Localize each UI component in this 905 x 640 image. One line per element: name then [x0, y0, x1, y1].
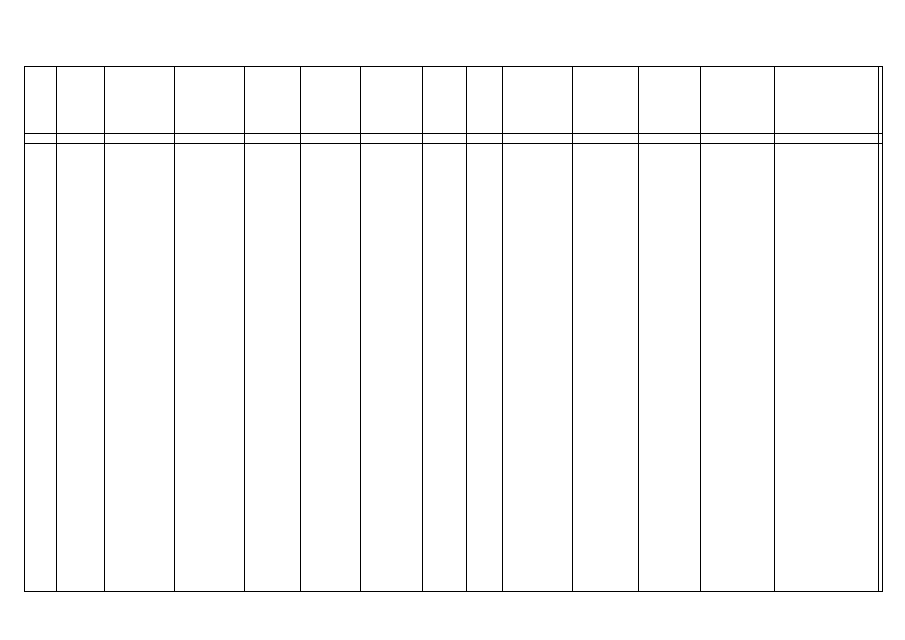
table-cell [701, 144, 775, 592]
table-cell [57, 144, 105, 592]
column-number-cell [25, 134, 57, 144]
table-header-cell [245, 67, 301, 134]
column-number-cell [639, 134, 701, 144]
table-cell [301, 144, 361, 592]
table-cell [25, 144, 57, 592]
table-cell [775, 144, 879, 592]
table-cell [245, 144, 301, 592]
column-number-cell [57, 134, 105, 144]
table-cell [879, 144, 883, 592]
column-number-cell [701, 134, 775, 144]
column-number-row [25, 134, 883, 144]
table-cell [175, 144, 245, 592]
table-cell [361, 144, 423, 592]
column-number-cell [175, 134, 245, 144]
column-number-cell [245, 134, 301, 144]
table-header-cell [701, 67, 775, 134]
column-number-cell [423, 134, 467, 144]
services-table [24, 66, 883, 592]
table-cell [503, 144, 573, 592]
table-header-cell [105, 67, 175, 134]
table-row [25, 144, 883, 592]
table-cell [105, 144, 175, 592]
table-header-cell [361, 67, 423, 134]
column-number-cell [879, 134, 883, 144]
column-number-cell [301, 134, 361, 144]
column-number-cell [467, 134, 503, 144]
table-header-cell [25, 67, 57, 134]
table-cell [423, 144, 467, 592]
table-header-row [25, 67, 883, 134]
column-number-cell [775, 134, 879, 144]
column-number-cell [573, 134, 639, 144]
table-header-cell [301, 67, 361, 134]
table-cell [573, 144, 639, 592]
table-header-cell [639, 67, 701, 134]
column-number-cell [361, 134, 423, 144]
table-header-cell [175, 67, 245, 134]
table-header-cell [573, 67, 639, 134]
table-header-cell [503, 67, 573, 134]
table-cell [639, 144, 701, 592]
table-header-cell [879, 67, 883, 134]
column-number-cell [503, 134, 573, 144]
column-number-cell [105, 134, 175, 144]
table-header-cell [775, 67, 879, 134]
table-header-cell [57, 67, 105, 134]
table-header-cell [423, 67, 467, 134]
table-header-cell [467, 67, 503, 134]
table-cell [467, 144, 503, 592]
